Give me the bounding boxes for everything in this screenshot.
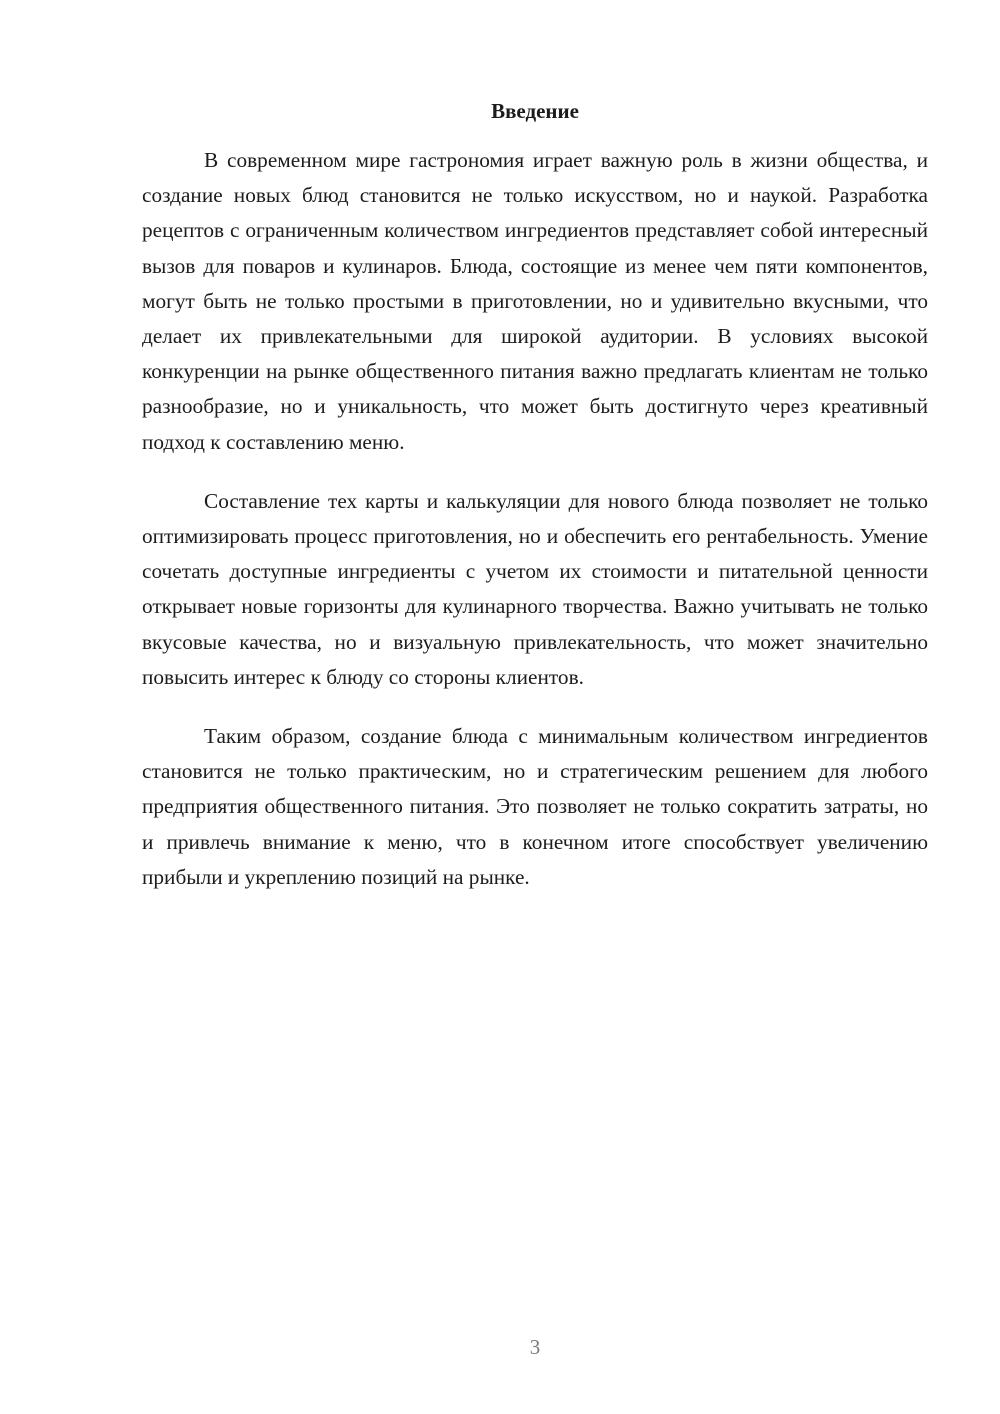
paragraph-1: В современном мире гастрономия играет важную роль в жизни общества, и создание новых блюд становится не только искусством, но и наукой. Разработка рецептов с ограниченным количеством ингредиентов представляет собой интересный вызов для поваров и кулинаров. Блюда, состоящие из менее чем пяти компонентов, могут быть не только простыми в приготовлении, но и удивительно вкусными, что делает их привлекательными для широкой аудитории. В условиях высокой конкуренции на рынке общественного питания важно предлагать клиентам не только разнообразие, но и уникальность, что может быть достигнуто через креативный подход к составлению меню. [142,148,928,454]
section-heading: Введение [491,99,579,123]
body-text [142,143,928,919]
page-number: 3 [529,1335,541,1359]
paragraph-3: Таким образом, создание блюда с минимальным количеством ингредиентов становится не только практическим, но и стратегическим решением для любого предприятия общественного питания. Это позволяет не только сократить затраты, но и привлечь внимание к меню, что в конечном итоге способствует увеличению прибыли и укреплению позиций на рынке. [142,724,928,889]
paragraph-2: Составление тех карты и калькуляции для нового блюда позволяет не только оптимизировать процесс приготовления, но и обеспечить его рентабельность. Умение сочетать доступные ингредиенты с учетом их стоимости и питательной ценности открывает новые горизонты для кулинарного творчества. Важно учитывать не только вкусовые качества, но и визуальную привлекательность, что может значительно повысить интерес к блюду со стороны клиентов. [142,488,928,689]
